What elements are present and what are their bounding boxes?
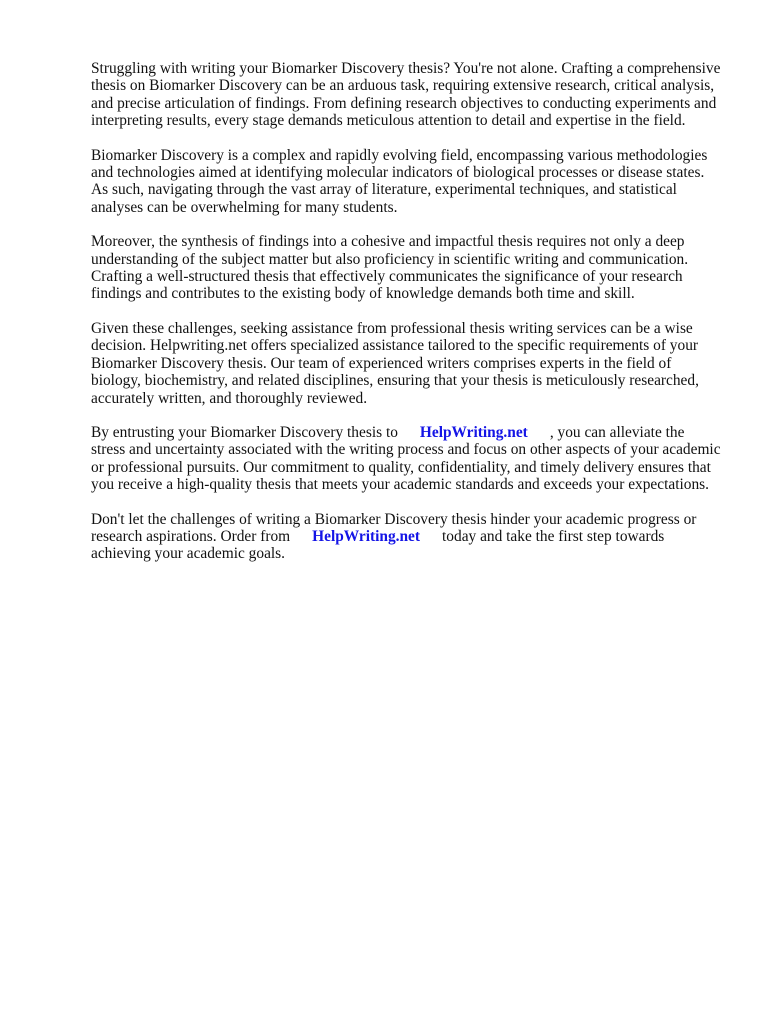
paragraph-field-overview: Biomarker Discovery is a complex and rapidly evolving field, encompassing various methodologies and technologies aimed at identifying molecular indicators of biological processes or disease states. As such, navigating through the vast array of literature, experimental techniques, and statistical analyses can be overwhelming for many students. (91, 146, 708, 216)
paragraph-entrusting (91, 424, 721, 494)
paragraph-entrusting-text-before: By entrusting your Biomarker Discovery thesis to (91, 423, 398, 441)
paragraph-call-to-action (91, 511, 721, 563)
helpwriting-order-link[interactable]: HelpWriting.net (312, 527, 421, 545)
helpwriting-link[interactable]: HelpWriting.net (419, 423, 528, 441)
paragraph-intro: Struggling with writing your Biomarker Discovery thesis? You're not alone. Crafting a comprehensive thesis on Biomarker Discovery can be an arduous task, requiring extensive research, critical analysis, and precise articulation of findings. From defining research objectives to conducting experiments and interpreting results, every stage demands meticulous attention to detail and expertise in the field. (91, 60, 721, 130)
paragraph-challenges: Given these challenges, seeking assistance from professional thesis writing services can be a wise decision. Helpwriting.net offers specialized assistance tailored to the specific requirements of your Biomarker Discovery thesis. Our team of experienced writers comprises experts in the field of biology, biochemistry, and related disciplines, ensuring that your thesis is meticulously researched, accurately written, and thoroughly reviewed. (91, 319, 699, 407)
document-body (91, 60, 721, 580)
paragraph-cta-text-after: today and take the first step towards achieving your academic goals. (91, 527, 665, 563)
paragraph-synthesis: Moreover, the synthesis of findings into a cohesive and impactful thesis requires not only a deep understanding of the subject matter but also proficiency in scientific writing and communication. Crafting a well-structured thesis that effectively communicates the significance of your research findings and contributes to the existing body of knowledge demands both time and skill. (91, 233, 689, 303)
paragraph-cta-text-before: Don't let the challenges of writing a Biomarker Discovery thesis hinder your academic progress or research aspirations. Order from (91, 510, 697, 545)
paragraph-entrusting-text-after: , you can alleviate the stress and uncertainty associated with the writing process and focus on other aspects of your academic or professional pursuits. Our commitment to quality, confidentiality, and timely delivery ensures that you receive a high-quality thesis that meets your academic standards and exceeds your expectations. (91, 423, 721, 494)
